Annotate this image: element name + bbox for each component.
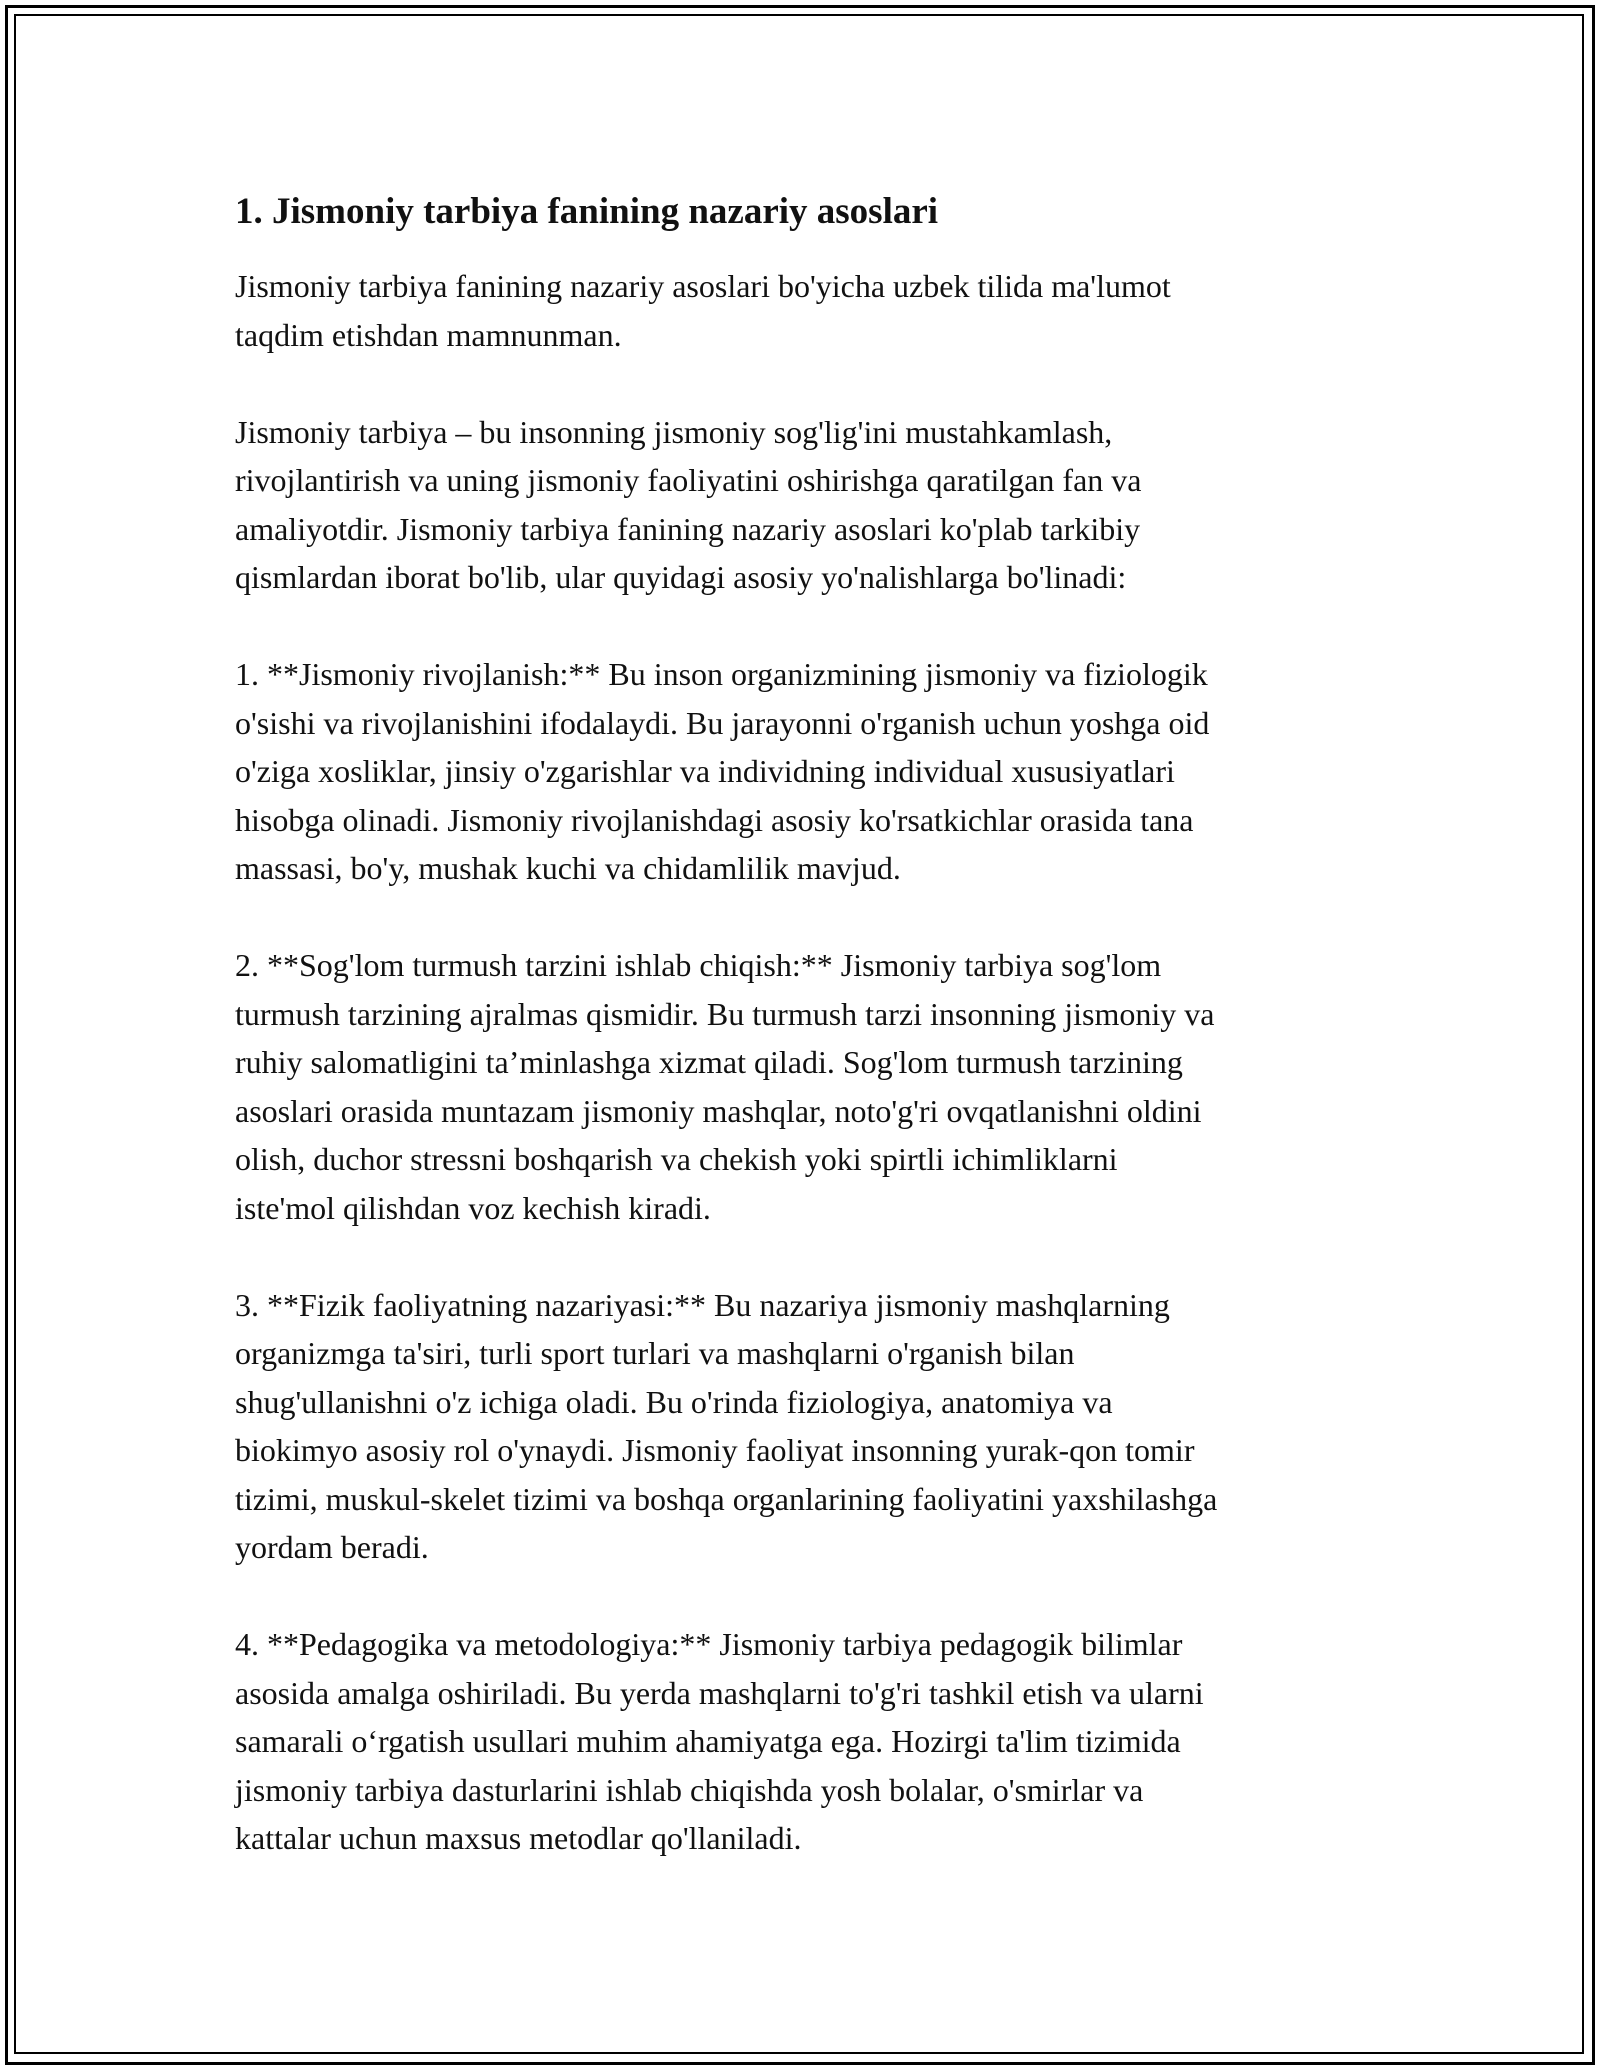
paragraph-intro: Jismoniy tarbiya fanining nazariy asoslari bo'yicha uzbek tilida ma'lumot taqdim etishdan mamnunman. xyxy=(235,268,1171,353)
document-title: 1. Jismoniy tarbiya fanining nazariy asoslari xyxy=(235,191,939,232)
paragraph-point-3: 3. **Fizik faoliyatning nazariyasi:** Bu nazariya jismoniy mashqlarning organizmga ta'siri, turli sport turlari va mashqlarni o'rganish bilan shug'ullanishni o'z ichiga oladi. Bu o'rinda fiziologiya, anatomiya va biokimyo asosiy rol o'ynaydi. Jismoniy faoliyat insonning yurak-qon tomir tizimi, muskul-skelet tizimi va boshqa organlarining faoliyatini yaxshilashga yordam beradi. xyxy=(235,1286,1218,1565)
paragraph-point-4: 4. **Pedagogika va metodologiya:** Jismoniy tarbiya pedagogik bilimlar asosida amalga oshiriladi. Bu yerda mashqlarni to'g'ri tashkil etish va ularni samarali o‘rgatish usullari muhim ahamiyatga ega. Hozirgi ta'lim tizimida jismoniy tarbiya dasturlarini ishlab chiqishda yosh bolalar, o'smirlar va kattalar uchun maxsus metodlar qo'llaniladi. xyxy=(235,1626,1204,1856)
document-body xyxy=(235,188,1395,1863)
paragraph-point-2: 2. **Sog'lom turmush tarzini ishlab chiqish:** Jismoniy tarbiya sog'lom turmush tarzining ajralmas qismidir. Bu turmush tarzi insonning jismoniy va ruhiy salomatligini ta’minlashga xizmat qiladi. Sog'lom turmush tarzining asoslari orasida muntazam jismoniy mashqlar, noto'g'ri ovqatlanishni oldini olish, duchor stressni boshqarish va chekish yoki spirtli ichimliklarni iste'mol qilishdan voz kechish kiradi. xyxy=(235,947,1215,1226)
paragraph-point-1: 1. **Jismoniy rivojlanish:** Bu inson organizmining jismoniy va fiziologik o'sishi va rivojlanishini ifodalaydi. Bu jarayonni o'rganish uchun yoshga oid o'ziga xosliklar, jinsiy o'zgarishlar va individning individual xususiyatlari hisobga olinadi. Jismoniy rivojlanishdagi asosiy ko'rsatkichlar orasida tana massasi, bo'y, mushak kuchi va chidamlilik mavjud. xyxy=(235,656,1210,886)
paragraph-definition: Jismoniy tarbiya – bu insonning jismoniy sog'lig'ini mustahkamlash, rivojlantirish va uning jismoniy faoliyatini oshirishga qaratilgan fan va amaliyotdir. Jismoniy tarbiya fanining nazariy asoslari ko'plab tarkibiy qismlardan iborat bo'lib, ular quyidagi asosiy yo'nalishlarga bo'linadi: xyxy=(235,413,1142,595)
